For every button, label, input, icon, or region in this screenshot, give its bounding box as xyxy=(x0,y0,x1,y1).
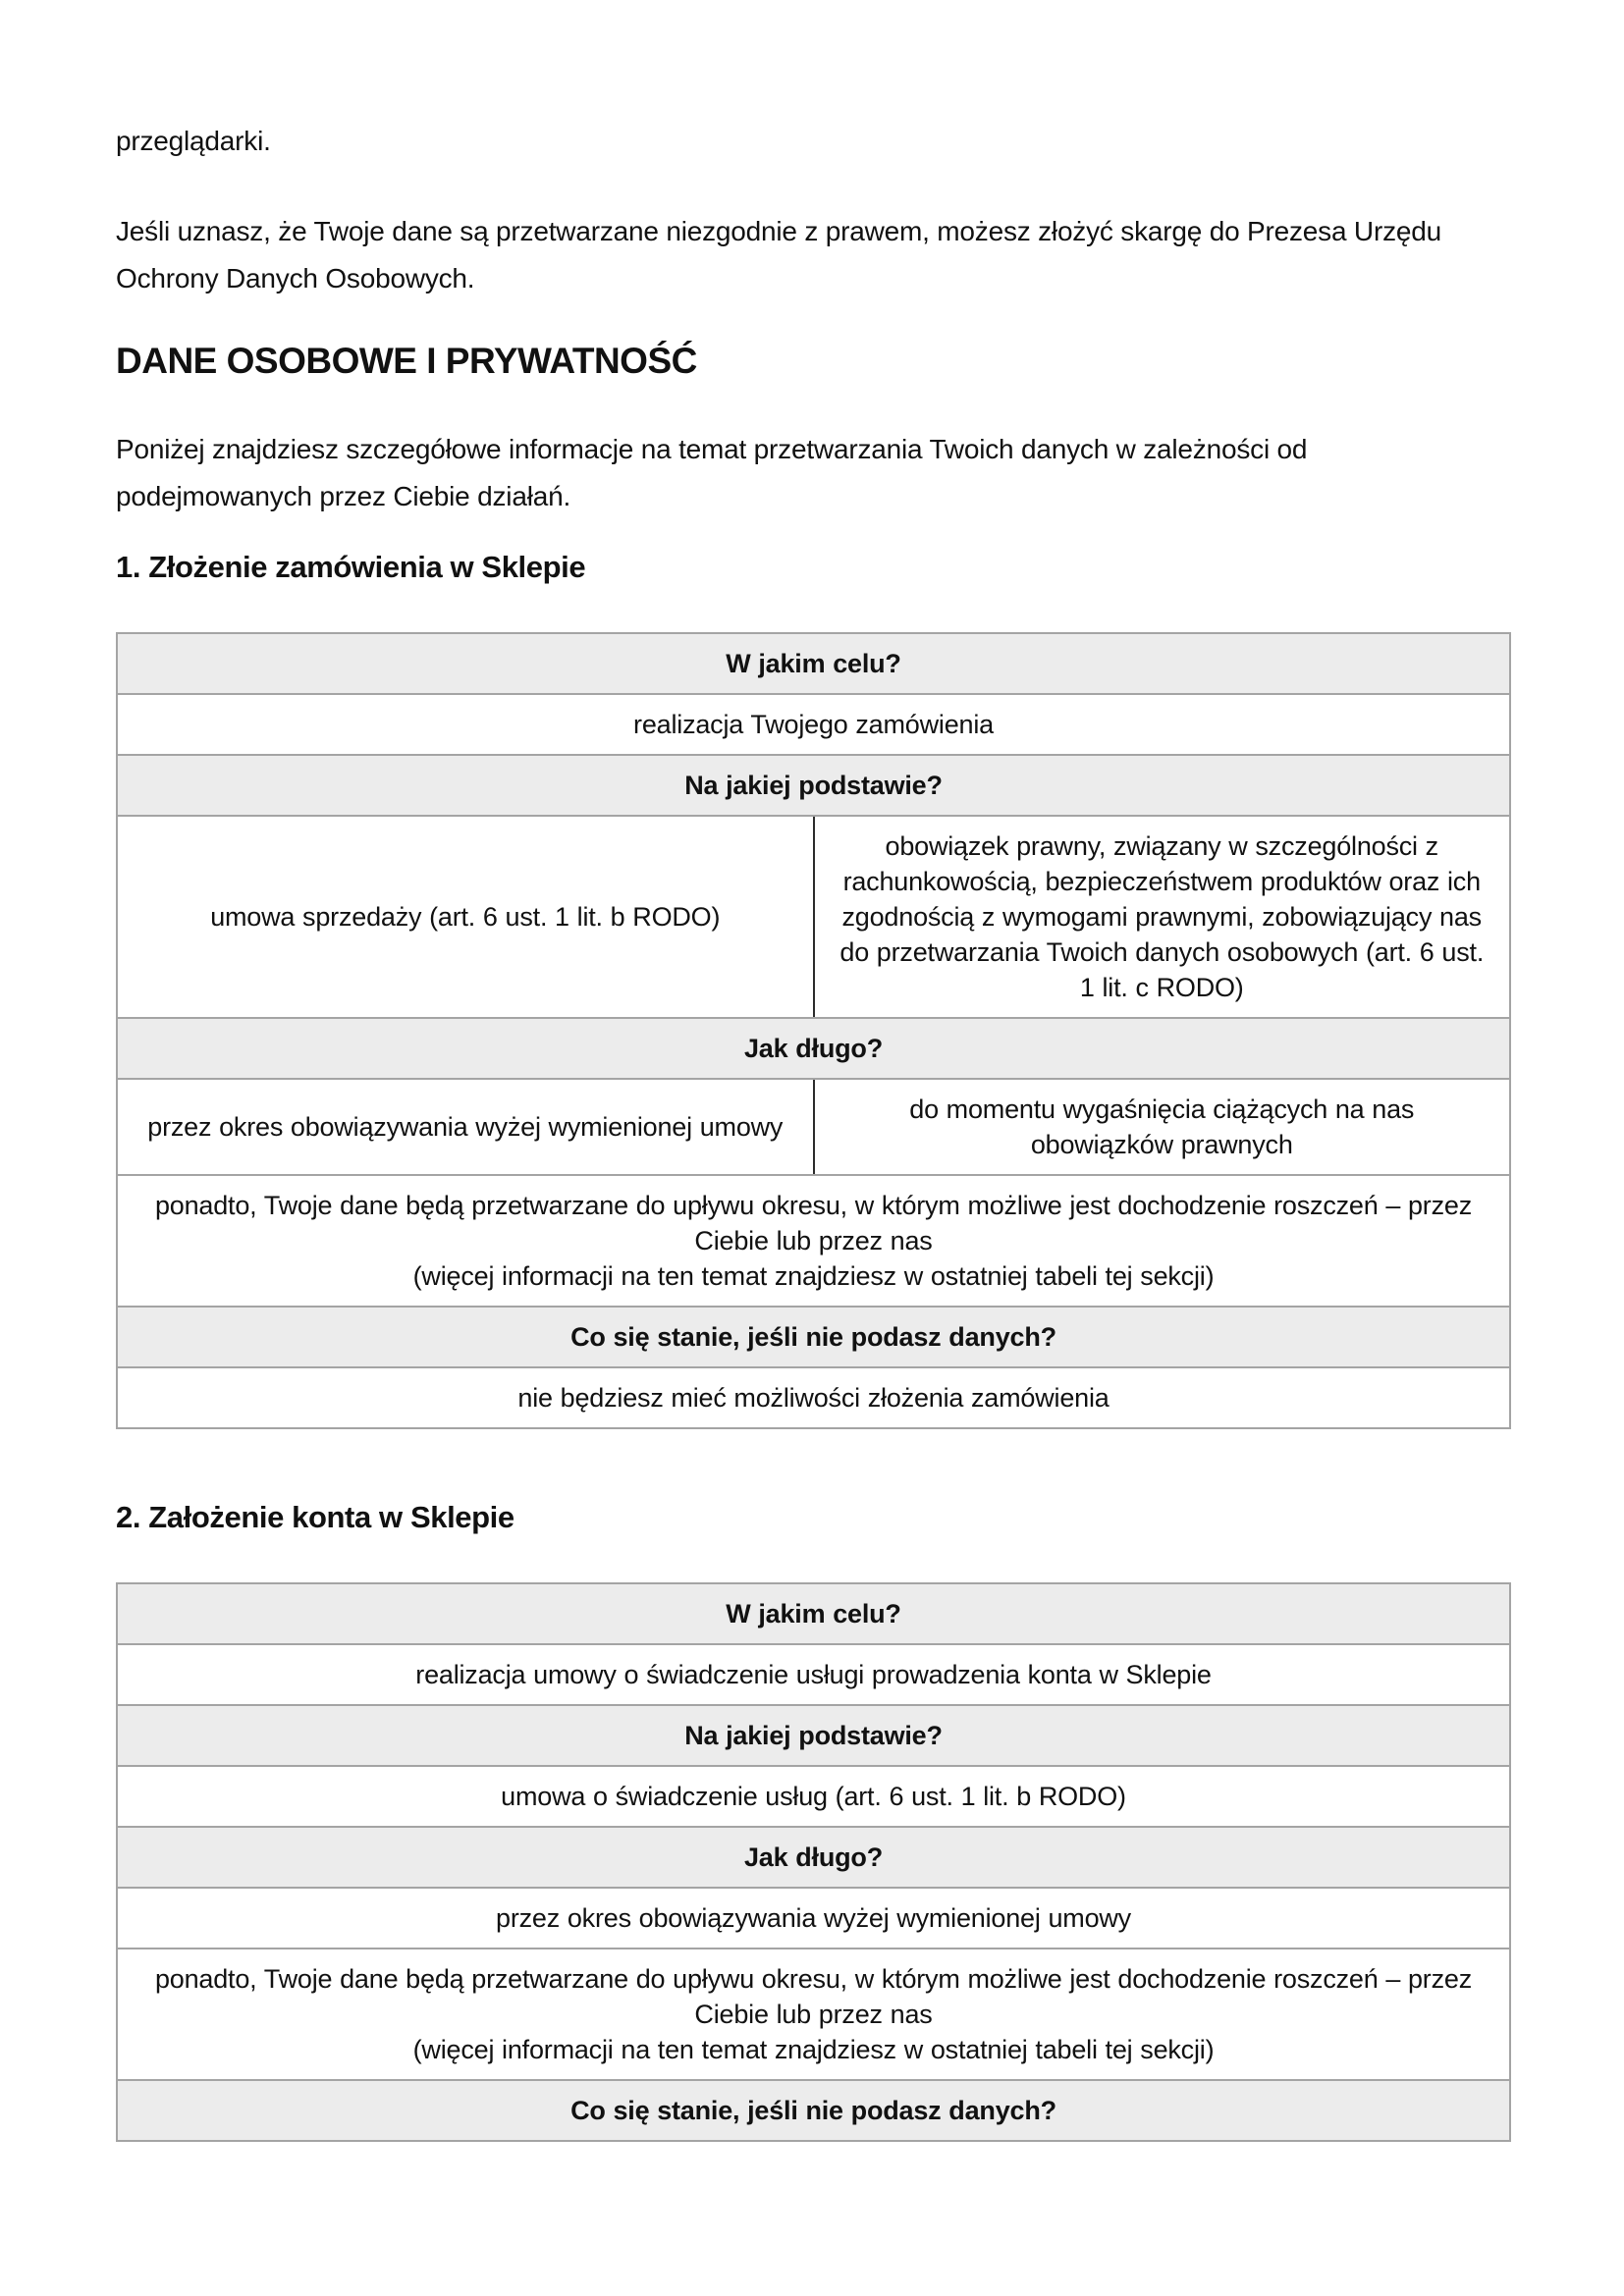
basis-question-cell: Na jakiej podstawie? xyxy=(117,1705,1510,1766)
table-row xyxy=(117,1018,1510,1079)
section-order xyxy=(116,548,1509,1429)
order-info-table xyxy=(116,632,1511,1429)
purpose-answer-cell: realizacja umowy o świadczenie usługi prowadzenia konta w Sklepie xyxy=(117,1644,1510,1705)
table-row xyxy=(117,2080,1510,2141)
duration-contract-cell: przez okres obowiązywania wyżej wymienionej umowy xyxy=(117,1079,814,1175)
section-order-heading: 1. Złożenie zamówienia w Sklepie xyxy=(116,550,586,584)
table-row xyxy=(117,1583,1510,1644)
duration-question-cell: Jak długo? xyxy=(117,1018,1510,1079)
purpose-question-cell: W jakim celu? xyxy=(117,1583,1510,1644)
basis-question-cell: Na jakiej podstawie? xyxy=(117,755,1510,816)
table-row xyxy=(117,816,1510,1018)
page-title: DANE OSOBOWE I PRYWATNOŚĆ xyxy=(116,341,697,381)
table-row xyxy=(117,694,1510,755)
table-row xyxy=(117,633,1510,694)
consequence-answer-cell: nie będziesz mieć możliwości złożenia zamówienia xyxy=(117,1367,1510,1428)
table-row xyxy=(117,1644,1510,1705)
table-row xyxy=(117,1888,1510,1949)
table-row xyxy=(117,1307,1510,1367)
basis-legal-cell: obowiązek prawny, związany w szczególności z rachunkowością, bezpieczeństwem produktów oraz ich zgodnością z wymogami prawnymi, zobowiązujący nas do przetwarzania Twoich danych osobowych (art. 6 ust. 1 lit. c RODO) xyxy=(814,816,1511,1018)
table-row xyxy=(117,1766,1510,1827)
duration-question-cell: Jak długo? xyxy=(117,1827,1510,1888)
table-row xyxy=(117,1827,1510,1888)
consequence-question-cell: Co się stanie, jeśli nie podasz danych? xyxy=(117,2080,1510,2141)
table-row xyxy=(117,1949,1510,2080)
retention-note-more: (więcej informacji na ten temat znajdziesz w ostatniej tabeli tej sekcji) xyxy=(412,1261,1215,1291)
retention-note-cell xyxy=(117,1175,1510,1307)
retention-note-more: (więcej informacji na ten temat znajdziesz w ostatniej tabeli tej sekcji) xyxy=(412,2035,1215,2064)
privacy-intro-paragraph: Poniżej znajdziesz szczegółowe informacje na temat przetwarzania Twoich danych w zależności od podejmowanych przez Ciebie działań. xyxy=(116,434,1308,511)
account-info-table xyxy=(116,1582,1511,2142)
consequence-question-cell: Co się stanie, jeśli nie podasz danych? xyxy=(117,1307,1510,1367)
purpose-answer-cell: realizacja Twojego zamówienia xyxy=(117,694,1510,755)
table-row xyxy=(117,1175,1510,1307)
retention-note-text: ponadto, Twoje dane będą przetwarzane do upływu okresu, w którym możliwe jest dochodzenie roszczeń – przez Ciebie lub przez nas xyxy=(154,1191,1473,1255)
section-account-heading: 2. Założenie konta w Sklepie xyxy=(116,1500,514,1534)
table-row xyxy=(117,1705,1510,1766)
purpose-question-cell: W jakim celu? xyxy=(117,633,1510,694)
table-row xyxy=(117,1079,1510,1175)
retention-note-text: ponadto, Twoje dane będą przetwarzane do upływu okresu, w którym możliwe jest dochodzenie roszczeń – przez Ciebie lub przez nas xyxy=(154,1964,1473,2029)
duration-answer-cell: przez okres obowiązywania wyżej wymienionej umowy xyxy=(117,1888,1510,1949)
table-row xyxy=(117,755,1510,816)
duration-legal-cell: do momentu wygaśnięcia ciążących na nas obowiązków prawnych xyxy=(814,1079,1511,1175)
complaint-paragraph: Jeśli uznasz, że Twoje dane są przetwarzane niezgodnie z prawem, możesz złożyć skargę do Prezesa Urzędu Ochrony Danych Osobowych. xyxy=(116,216,1441,294)
retention-note-cell xyxy=(117,1949,1510,2080)
section-account xyxy=(116,1498,1509,2142)
table-row xyxy=(117,1367,1510,1428)
paragraph-fragment: przeglądarki. xyxy=(116,126,271,156)
basis-answer-cell: umowa o świadczenie usług (art. 6 ust. 1 lit. b RODO) xyxy=(117,1766,1510,1827)
basis-contract-cell: umowa sprzedaży (art. 6 ust. 1 lit. b RODO) xyxy=(117,816,814,1018)
